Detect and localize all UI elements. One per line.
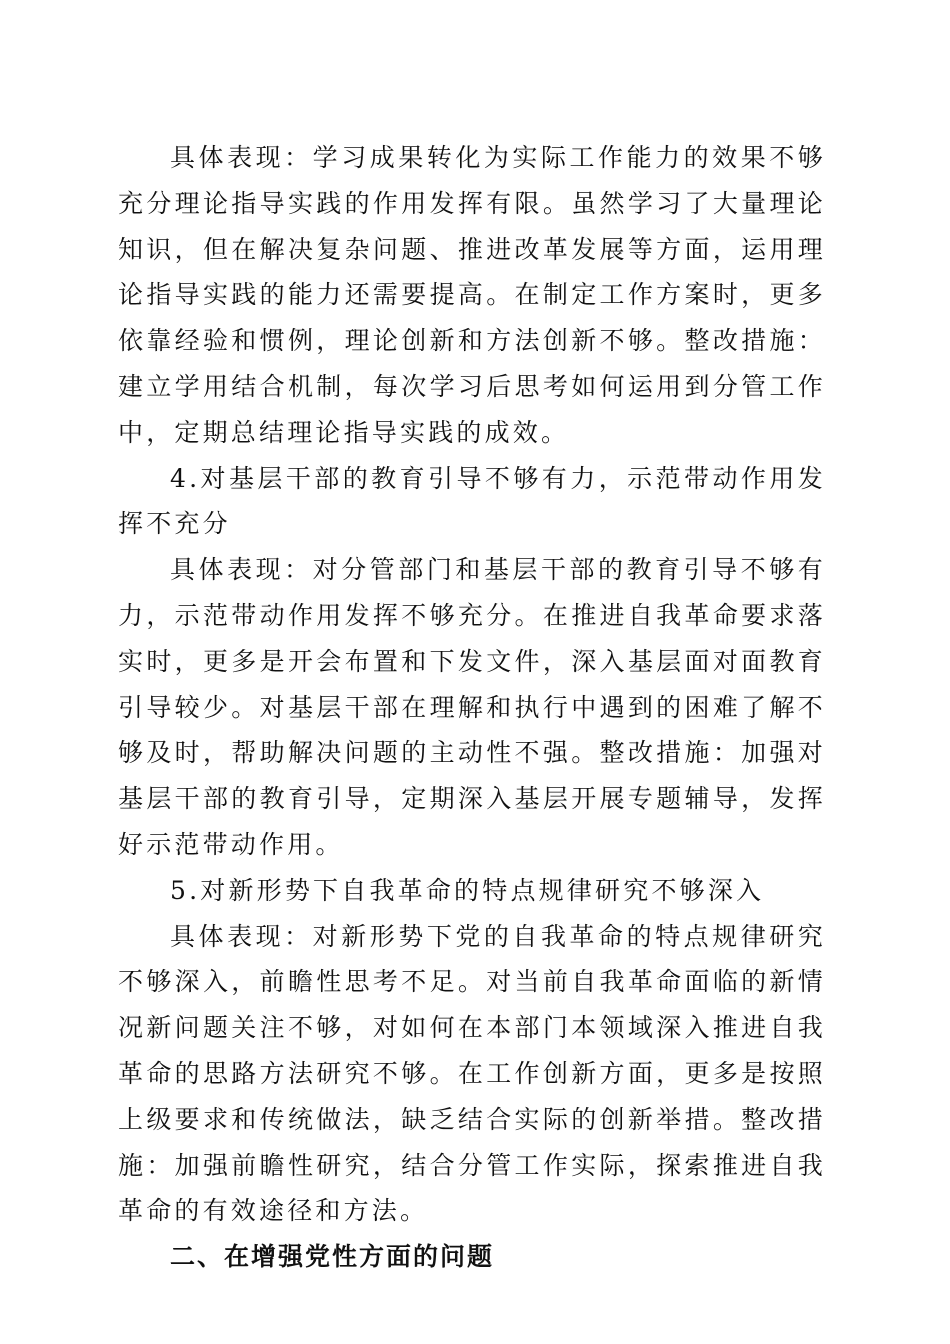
item-4-title: 4.对基层干部的教育引导不够有力，示范带动作用发挥不充分 xyxy=(118,463,826,539)
item-5-title: 5.对新形势下自我革命的特点规律研究不够深入 xyxy=(170,875,765,905)
paragraph-new-situation-research: 具体表现：对新形势下党的自我革命的特点规律研究不够深入，前瞻性思考不足。对当前自我革命面临的新情况新问题关注不够，对如何在本部门本领域深入推进自我革命的思路方法研究不够。在工作创新方面，更多是按照上级要求和传统做法，缺乏结合实际的创新举措。整改措施：加强前瞻性研究，结合分管工作实际，探索推进自我革命的有效途径和方法。 xyxy=(118,921,826,1226)
paragraph-learning-results: 具体表现：学习成果转化为实际工作能力的效果不够充分理论指导实践的作用发挥有限。虽然学习了大量理论知识，但在解决复杂问题、推进改革发展等方面，运用理论指导实践的能力还需要提高。在制定工作方案时，更多依靠经验和惯例，理论创新和方法创新不够。整改措施：建立学用结合机制，每次学习后思考如何运用到分管工作中，定期总结理论指导实践的成效。 xyxy=(118,143,826,447)
paragraph-grassroots-guidance: 具体表现：对分管部门和基层干部的教育引导不够有力，示范带动作用发挥不够充分。在推进自我革命要求落实时，更多是开会布置和下发文件，深入基层面对面教育引导较少。对基层干部在理解和执行中遇到的困难了解不够及时，帮助解决问题的主动性不强。整改措施：加强对基层干部的教育引导，定期深入基层开展专题辅导，发挥好示范带动作用。 xyxy=(118,555,826,859)
document-page xyxy=(118,135,826,1280)
section-heading: 二、在增强党性方面的问题 xyxy=(170,1242,495,1272)
